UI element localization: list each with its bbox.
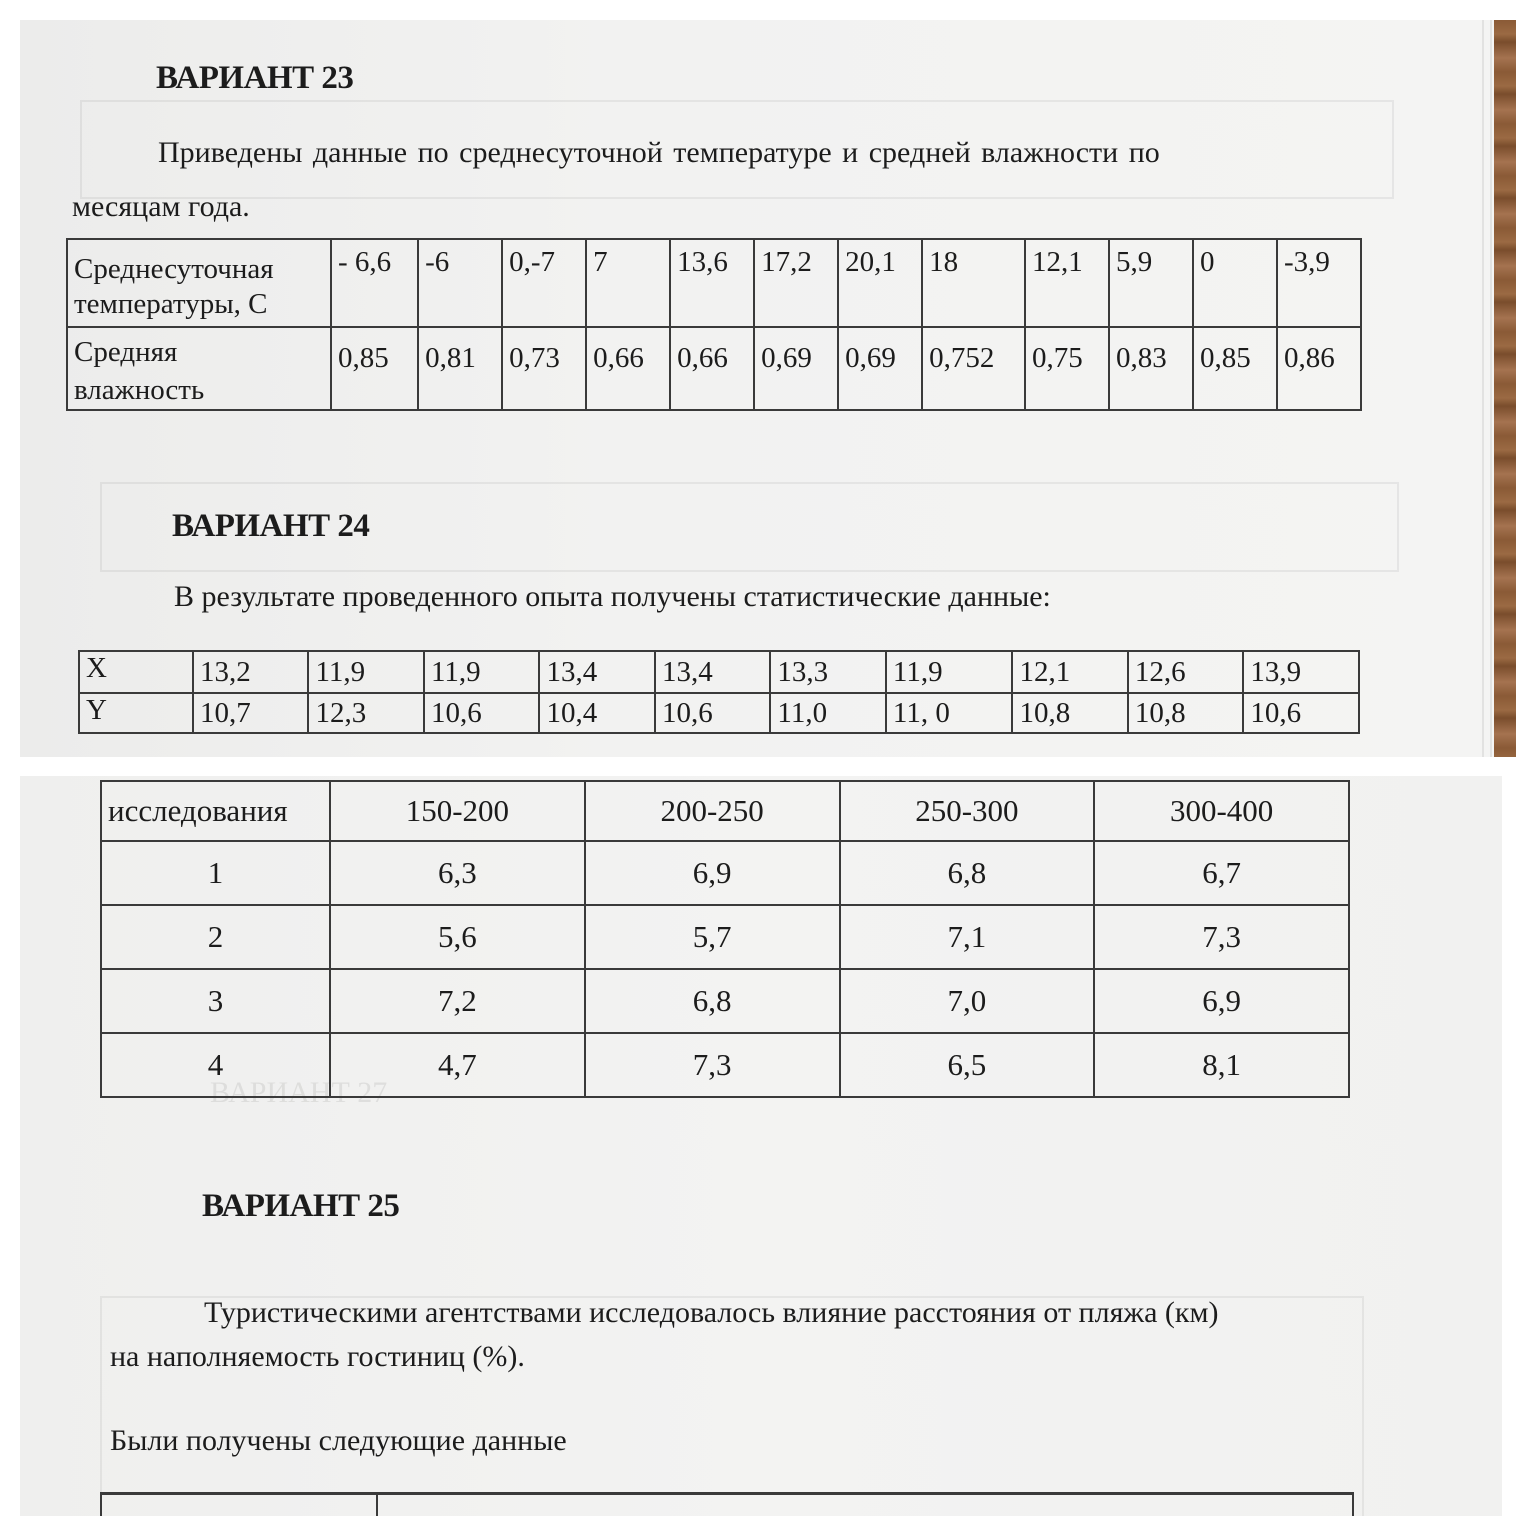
row-label-y: Y	[79, 693, 193, 733]
value-cell: 5,6	[330, 905, 585, 969]
humidity-cell: 0,69	[838, 327, 922, 410]
label-line: температуры, С	[74, 287, 268, 320]
temperature-cell: 20,1	[838, 239, 922, 327]
temperature-cell: - 6,6	[331, 239, 418, 327]
x-cell: 11,9	[308, 651, 423, 693]
x-cell: 13,9	[1243, 651, 1359, 693]
humidity-row	[67, 327, 1361, 410]
research-header-row	[101, 781, 1349, 841]
variant-25-text-line2: на наполняемость гостиниц (%).	[110, 1340, 525, 1373]
study-number-cell: 1	[101, 841, 330, 905]
temperature-cell: 0,-7	[502, 239, 586, 327]
header-study-number: исследования	[101, 781, 330, 841]
variant-24-text: В результате проведенного опыта получены статистические данные:	[174, 580, 1051, 613]
x-cell: 12,6	[1128, 651, 1243, 693]
page-edge	[1482, 20, 1484, 757]
x-cell: 13,4	[539, 651, 654, 693]
humidity-cell: 0,752	[922, 327, 1025, 410]
value-cell: 7,2	[330, 969, 585, 1033]
humidity-cell: 0,66	[670, 327, 754, 410]
research-row	[101, 841, 1349, 905]
top-page-photo	[20, 20, 1516, 757]
value-cell: 7,1	[840, 905, 1095, 969]
row-label-x: X	[79, 651, 193, 693]
temperature-cell: 5,9	[1109, 239, 1193, 327]
humidity-cell: 0,75	[1025, 327, 1109, 410]
study-number-cell: 2	[101, 905, 330, 969]
y-cell: 10,6	[1243, 693, 1359, 733]
x-cell: 12,1	[1012, 651, 1127, 693]
variant-25-text-line3: Были получены следующие данные	[110, 1424, 567, 1457]
research-row	[101, 905, 1349, 969]
value-cell: 6,5	[840, 1033, 1095, 1097]
x-cell: 13,3	[770, 651, 885, 693]
humidity-cell: 0,69	[754, 327, 838, 410]
row-label-temperature	[67, 239, 331, 327]
x-cell: 13,4	[655, 651, 770, 693]
y-cell: 11,0	[770, 693, 885, 733]
table-divider	[376, 1495, 378, 1516]
temperature-cell: 17,2	[754, 239, 838, 327]
humidity-cell: 0,73	[502, 327, 586, 410]
temperature-humidity-table	[66, 238, 1362, 411]
humidity-cell: 0,66	[586, 327, 670, 410]
value-cell: 6,8	[585, 969, 840, 1033]
bleed-through-text: ВАРИАНТ 27	[210, 1076, 388, 1109]
x-cell: 13,2	[193, 651, 308, 693]
y-cell: 10,8	[1012, 693, 1127, 733]
value-cell: 7,3	[585, 1033, 840, 1097]
study-number-cell: 3	[101, 969, 330, 1033]
value-cell: 6,7	[1094, 841, 1349, 905]
temperature-cell: -3,9	[1277, 239, 1361, 327]
y-cell: 10,8	[1128, 693, 1243, 733]
humidity-cell: 0,85	[331, 327, 418, 410]
value-cell: 5,7	[585, 905, 840, 969]
temperature-cell: 12,1	[1025, 239, 1109, 327]
header-range: 200-250	[585, 781, 840, 841]
y-cell: 10,6	[655, 693, 770, 733]
variant-25-heading: ВАРИАНТ 25	[202, 1188, 400, 1224]
header-range: 150-200	[330, 781, 585, 841]
header-range: 300-400	[1094, 781, 1349, 841]
next-table-top-edge	[100, 1492, 1354, 1516]
temperature-cell: 18	[922, 239, 1025, 327]
y-cell: 10,6	[424, 693, 539, 733]
y-cell: 10,4	[539, 693, 654, 733]
research-row	[101, 1033, 1349, 1097]
variant-23-heading: ВАРИАНТ 23	[156, 60, 354, 96]
temperature-cell: 13,6	[670, 239, 754, 327]
x-cell: 11,9	[424, 651, 539, 693]
temperature-row	[67, 239, 1361, 327]
value-cell: 7,0	[840, 969, 1095, 1033]
temperature-cell: 0	[1193, 239, 1277, 327]
x-cell: 11,9	[886, 651, 1013, 693]
humidity-cell: 0,81	[418, 327, 502, 410]
x-row	[79, 651, 1359, 693]
label-line: влажность	[74, 373, 205, 406]
value-cell: 6,9	[1094, 969, 1349, 1033]
variant-25-text-line1: Туристическими агентствами исследовалось влияние расстояния от пляжа (км)	[204, 1296, 1219, 1329]
wooden-table-edge	[1494, 20, 1516, 757]
y-cell: 12,3	[308, 693, 423, 733]
y-cell: 10,7	[193, 693, 308, 733]
page-edge	[1490, 20, 1492, 757]
temperature-cell: 7	[586, 239, 670, 327]
value-cell: 6,3	[330, 841, 585, 905]
label-line: Средняя	[74, 336, 178, 368]
variant-24-heading: ВАРИАНТ 24	[172, 508, 370, 544]
study-number-cell: 4	[101, 1033, 330, 1097]
research-table	[100, 780, 1350, 1098]
research-row	[101, 969, 1349, 1033]
value-cell: 4,7	[330, 1033, 585, 1097]
value-cell: 6,8	[840, 841, 1095, 905]
value-cell: 6,9	[585, 841, 840, 905]
bottom-page-photo	[20, 776, 1502, 1516]
value-cell: 7,3	[1094, 905, 1349, 969]
humidity-cell: 0,85	[1193, 327, 1277, 410]
humidity-cell: 0,86	[1277, 327, 1361, 410]
bleed-through-table	[100, 1296, 1364, 1516]
xy-data-table	[78, 650, 1360, 734]
header-range: 250-300	[840, 781, 1095, 841]
variant-23-text-line2: месяцам года.	[72, 190, 250, 223]
value-cell: 8,1	[1094, 1033, 1349, 1097]
row-label-humidity	[67, 327, 331, 410]
variant-23-text-line1: Приведены данные по среднесуточной температуре и средней влажности по	[158, 136, 1160, 169]
y-row	[79, 693, 1359, 733]
y-cell: 11, 0	[886, 693, 1013, 733]
label-line: Среднесуточная	[74, 253, 274, 285]
humidity-cell: 0,83	[1109, 327, 1193, 410]
temperature-cell: -6	[418, 239, 502, 327]
